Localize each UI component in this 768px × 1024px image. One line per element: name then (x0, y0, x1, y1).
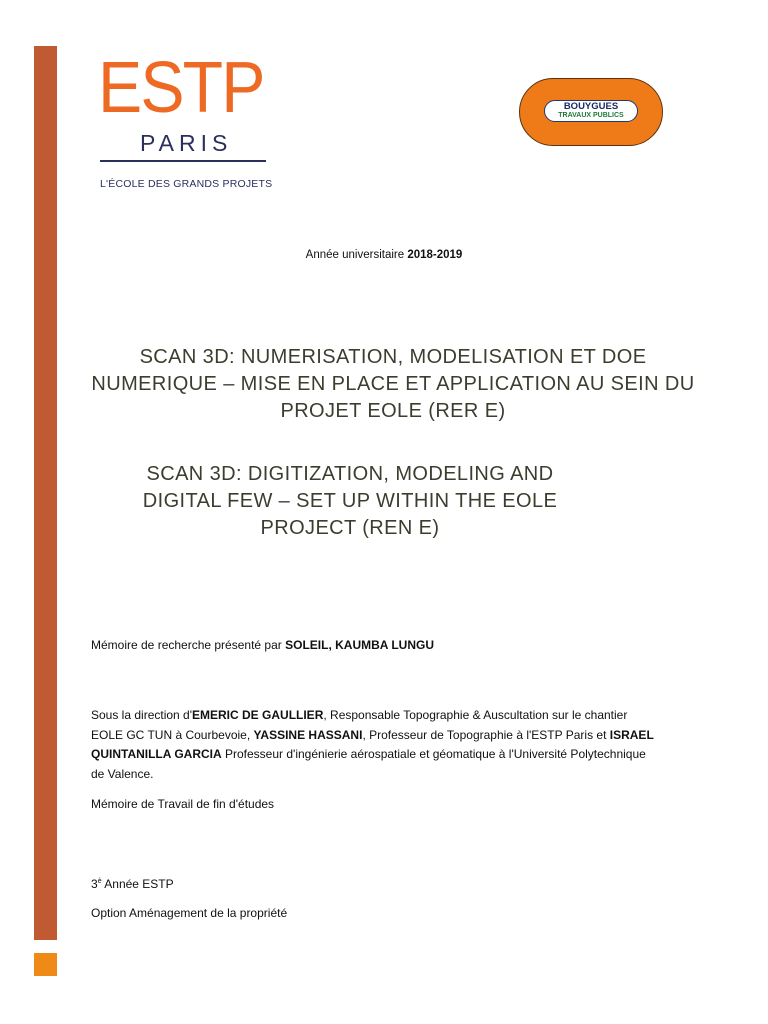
title-english: SCAN 3D: DIGITIZATION, MODELING AND DIGITAL FEW – SET UP WITHIN THE EOLE PROJECT (REN E) (142, 463, 558, 539)
direction-text-1: Sous la direction d' (91, 708, 193, 722)
estp-logo-tagline: L'ÉCOLE DES GRANDS PROJETS (100, 178, 273, 190)
option-line: Option Aménagement de la propriété (91, 906, 288, 920)
supervisor-name-1: EMERIC DE GAULLIER (192, 708, 324, 722)
author-name: SOLEIL, KAUMBA LUNGU (285, 638, 434, 652)
estp-logo-word: ESTP (98, 48, 264, 128)
supervisor-name-3: ISRAEL QUINTANILLA GARCIA (91, 727, 654, 761)
academic-year (0, 249, 768, 261)
thesis-type: Mémoire de Travail de fin d'études (91, 797, 275, 811)
school-year-number: 3 (91, 877, 98, 891)
decorative-square (34, 953, 57, 976)
bouygues-logo-name: BOUYGUES (563, 101, 619, 112)
academic-year-label: Année universitaire (305, 249, 405, 261)
presented-by (91, 636, 434, 656)
school-year (91, 872, 174, 895)
bouygues-logo-sub: TRAVAUX PUBLICS (558, 112, 624, 119)
title-french: SCAN 3D: NUMERISATION, MODELISATION ET DOE NUMERIQUE – MISE EN PLACE ET APPLICATION AU SEIN DU PROJET EOLE (RER E) (91, 346, 695, 422)
school-year-text: Année ESTP (101, 877, 174, 891)
estp-logo-rule (100, 160, 266, 162)
direction-text-3: , Professeur de Topographie à l'ESTP Paris et (362, 727, 610, 742)
bouygues-travaux-publics-logo (519, 78, 663, 146)
school-year-superscript: è (97, 878, 102, 885)
bouygues-logo-badge (544, 100, 638, 122)
direction-text-4: Professeur d'ingénierie aérospatiale et géomatique à l'Université Polytechnique de Valence. (91, 747, 646, 781)
direction-text-2: , Responsable Topographie & Auscultation sur le chantier EOLE GC TUN à Courbevoie, (91, 708, 628, 742)
supervisor-name-2: YASSINE HASSANI (253, 727, 363, 742)
estp-logo-city: PARIS (140, 130, 233, 156)
estp-paris-logo (98, 48, 273, 192)
presented-by-prefix: Mémoire de recherche présenté par (91, 638, 286, 652)
decorative-sidebar (34, 46, 57, 940)
academic-year-value: 2018-2019 (407, 249, 463, 261)
supervision-paragraph (91, 706, 661, 784)
